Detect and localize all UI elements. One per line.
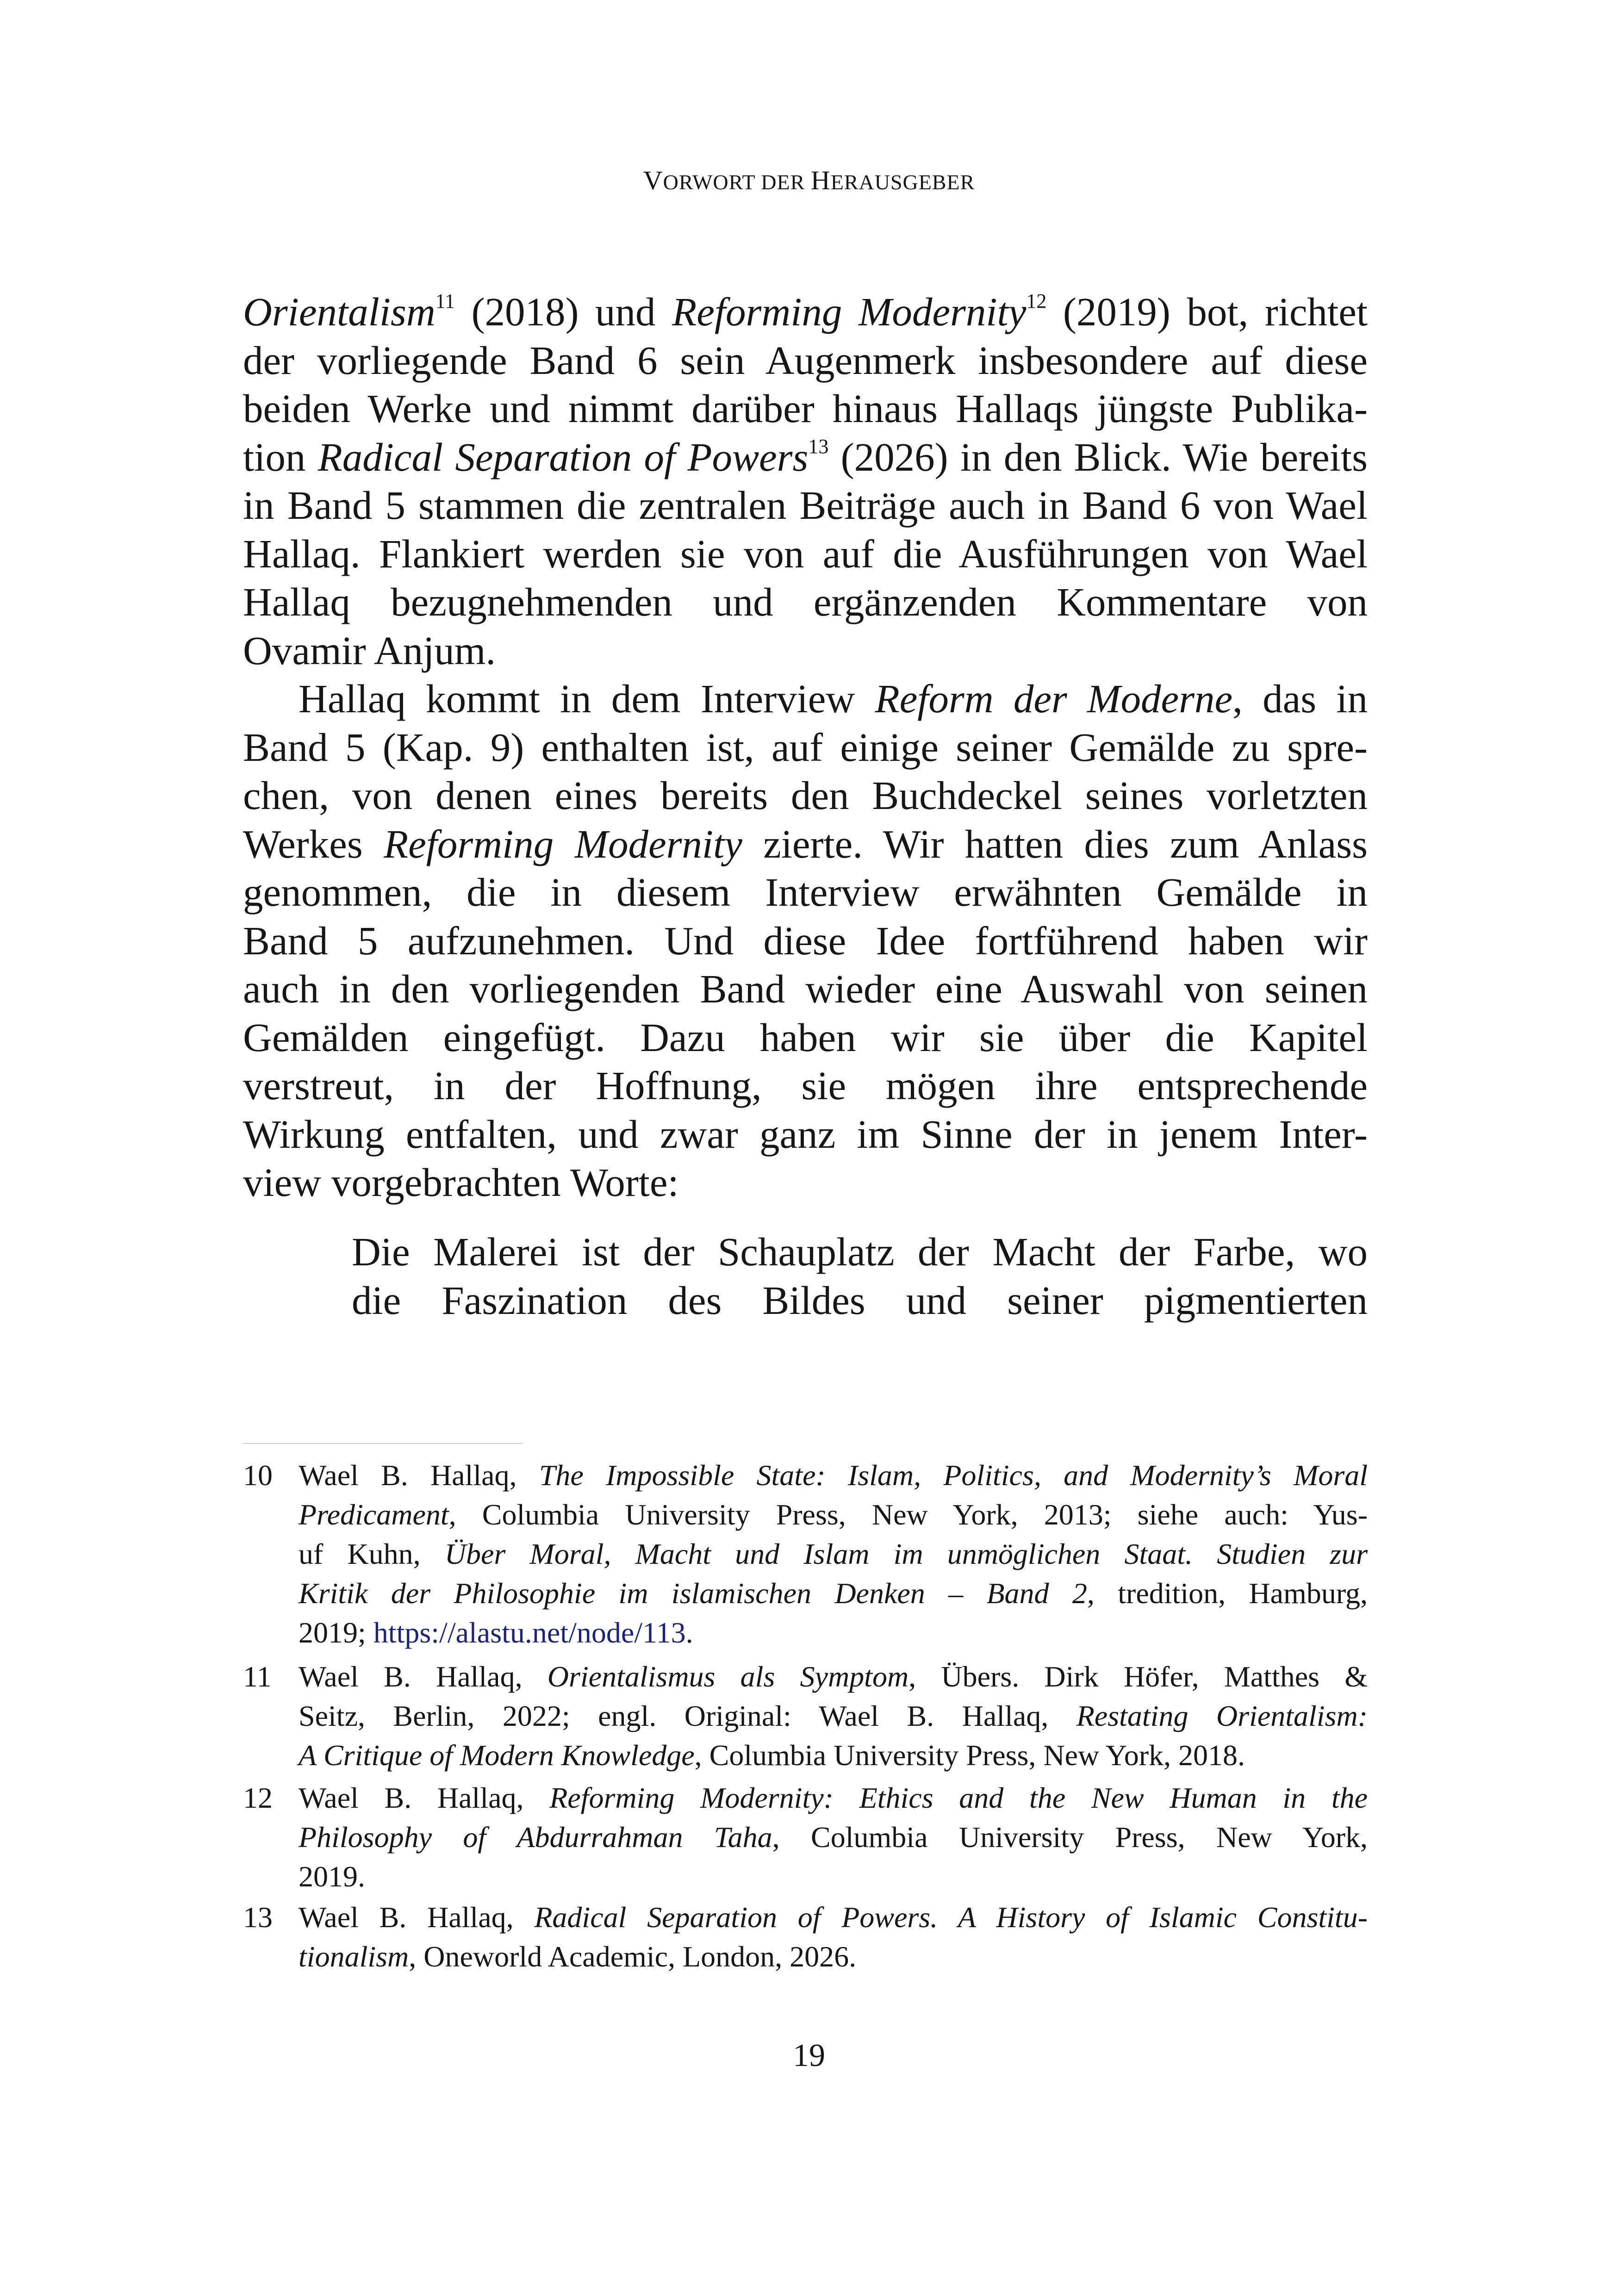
paragraph-line: Hallaq. Flankiert werden sie von auf die Ausführungen von Wael [243,531,1368,576]
footnote-ref-12[interactable]: 12 [1026,290,1047,312]
footnote-number: 10 [243,1459,273,1492]
paragraph-line: Orientalism$^{11}$ (2018) und Reforming Modernity$^{12}$ (2019) bot, richtet [243,289,1368,334]
paragraph-line: in Band 5 stammen die zentralen Beiträge auch in Band 6 von Wael [243,483,1368,528]
footnote-ref-13[interactable]: 13 [808,435,829,458]
paragraph-line: Hallaq bezugnehmenden und ergänzenden Kommentare von [243,579,1368,624]
paragraph-line: Ovamir Anjum. [243,628,496,673]
running-head-smallcaps-2: ERAUSGEBER [830,170,975,194]
footnote-number: 12 [243,1781,273,1814]
paragraph-line: Hallaq kommt in dem Interview Reform der Moderne, das in [299,676,1368,721]
paragraph-line: Werkes Reforming Modernity zierte. Wir hatten dies zum Anlass [243,821,1368,866]
running-head [0,165,1618,196]
paragraph-line: auch in den vorliegenden Band wieder eine Auswahl von seinen [243,966,1368,1011]
paragraph-line: beiden Werke und nimmt darüber hinaus Hallaqs jüngste Publika- [243,386,1368,431]
paragraph-line: der vorliegende Band 6 sein Augenmerk insbesondere auf diese [243,337,1368,383]
running-head-smallcaps-1: ORWORT DER [663,170,811,194]
paragraph-2 [243,675,1368,1207]
paragraph-line: Wirkung entfalten, und zwar ganz im Sinne der in jenem Inter- [243,1111,1368,1157]
url-link[interactable]: https://alastu.net/node/113 [373,1616,686,1649]
paragraph-line: Band 5 aufzunehmen. Und diese Idee fortführend haben wir [243,918,1368,963]
paragraph-line: genommen, die in diesem Interview erwähnten Gemälde in [243,870,1368,915]
footnote-ref-11[interactable]: 11 [435,290,455,312]
book-title: Radical Separation of Powers [317,434,809,479]
paragraph-line: Gemälden eingefügt. Dazu haben wir sie über die Kapitel [243,1014,1368,1060]
block-quote [352,1227,1368,1324]
footnote-number: 11 [243,1660,272,1693]
footnote-number: 13 [243,1901,273,1934]
book-title: Orientalism [243,289,436,334]
interview-title: Reform der Moderne [875,676,1233,721]
book-title: Reforming Modernity [383,821,742,866]
paragraph-line: verstreut, in der Hoffnung, sie mögen ihre entsprechende [243,1063,1368,1108]
paragraph-line: Band 5 (Kap. 9) enthalten ist, auf einige seiner Gemälde zu spre- [243,724,1368,770]
paragraph-line: tion Radical Separation of Powers$^{13}$ (2026) in den Blick. Wie bereits [243,434,1368,479]
paragraph-1 [243,288,1368,675]
paragraph-line: view vorgebrachten Worte: [243,1160,679,1205]
quote-line: die Faszination des Bildes und seiner pigmentierten [352,1277,1368,1323]
running-head-initial-2: H [810,165,831,195]
quote-line: Die Malerei ist der Schauplatz der Macht der Farbe, wo [352,1229,1368,1274]
footnote-separator [243,1443,523,1444]
running-head-initial-1: V [643,165,663,195]
book-title: Reforming Modernity [672,289,1027,334]
page-number: 19 [793,2038,825,2073]
paragraph-line: chen, von denen eines bereits den Buchdeckel seines vorletzten [243,773,1368,818]
